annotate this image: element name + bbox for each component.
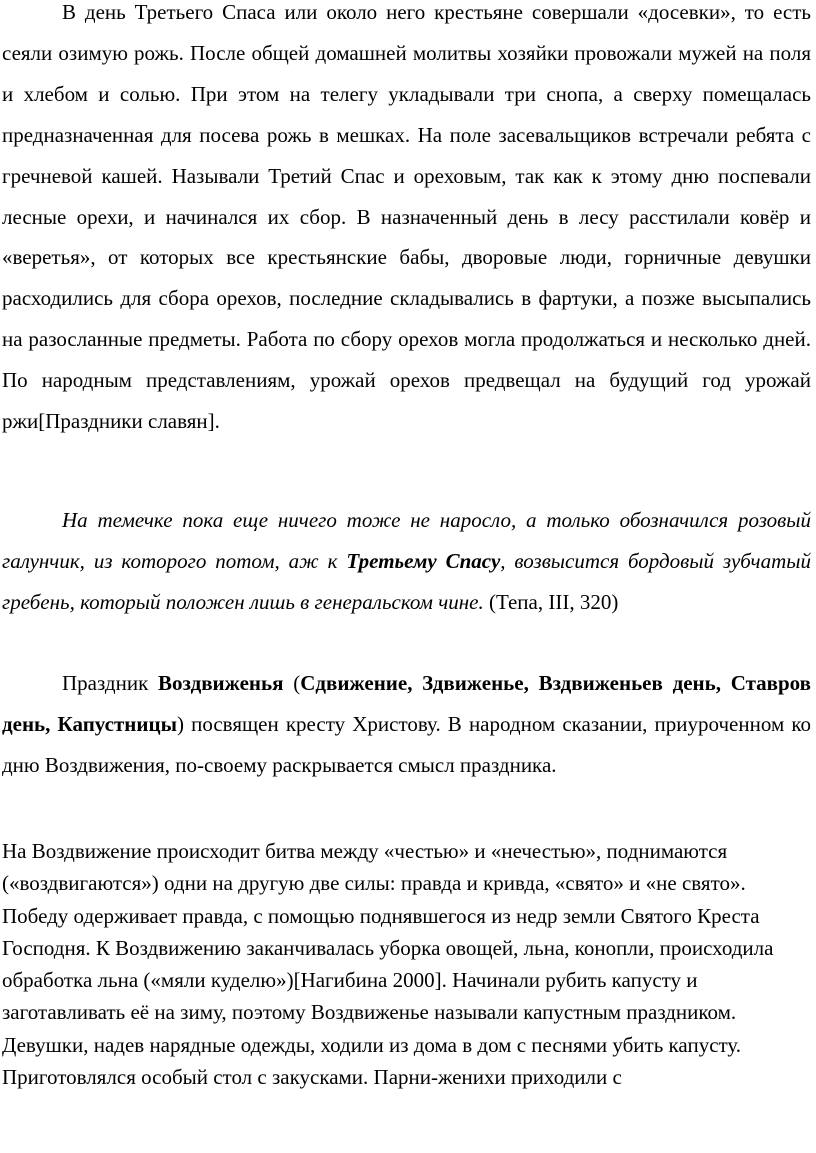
quote-text-part-1: На темечке пока еще ничего тоже не наросло, а только обозначился розовый галунчик, из которого потом, аж к: [2, 508, 811, 573]
paragraph-rest: ) посвящен кресту Христову. В народном сказании, приуроченном ко дню Воздвижения, по-своему раскрывается смысл праздника.: [2, 711, 811, 777]
quote-citation: (Тепа, III, 320): [483, 589, 619, 614]
holiday-term: Воздвиженья: [158, 671, 284, 695]
paragraph-third-spas: В день Третьего Спаса или около него крестьяне совершали «досевки», то есть сеяли озимую рожь. После общей домашней молитвы хозяйки провожали мужей на поля и хлебом и солью. При этом на телегу укладывали три снопа, а сверху помещалась предназначенная для посева рожь в мешках. На поле засевальщиков встречали ребята с гречневой кашей. Называли Третий Спас и ореховым, так как к этому дню поспевали лесные орехи, и начинался их сбор. В назначенный день в лесу расстилали ковёр и «веретья», от которых все крестьянские бабы, дворовые люди, горничные девушки расходились для сбора орехов, последние складывались в фартуки, а позже высыпались на разосланные предметы. Работа по сбору орехов могла продолжаться и несколько дней. По народным представлениям, урожай орехов предвещал на будущий год урожай ржи[Праздники славян].: [2, 0, 811, 434]
paragraph-vozdvizhenie: [0, 663, 814, 786]
quote-bold-term: Третьему Спасу: [346, 548, 501, 573]
quote-text-part-2: , возвысится бордовый зубчатый гребень, который положен лишь в генеральском чине.: [2, 548, 811, 614]
open-paren: (: [283, 671, 301, 695]
paragraph-literary-quote: [0, 500, 814, 623]
paragraph-lead: Праздник: [62, 671, 158, 695]
holiday-synonyms: Сдвижение, Здвиженье, Вздвиженьев день, Ставров день, Капустницы: [2, 671, 811, 736]
paragraph-battle-honor: На Воздвижение происходит битва между «честью» и «нечестью», поднимаются («воздвигаются») одни на другую две силы: правда и кривда, «свято» и «не свято». Победу одерживает правда, с помощью поднявшегося из недр земли Святого Креста Господня. К Воздвижению заканчивалась уборка овощей, льна, конопли, происходила обработка льна («мяли куделю»)[Нагибина 2000]. Начинали рубить капусту и заготавливать её на зиму, поэтому Воздвиженье называли капустным праздником. Девушки, надев нарядные одежды, ходили из дома в дом с песнями убить капусту. Приготовлялся особый стол с закусками. Парни-женихи приходили с: [2, 839, 774, 1090]
